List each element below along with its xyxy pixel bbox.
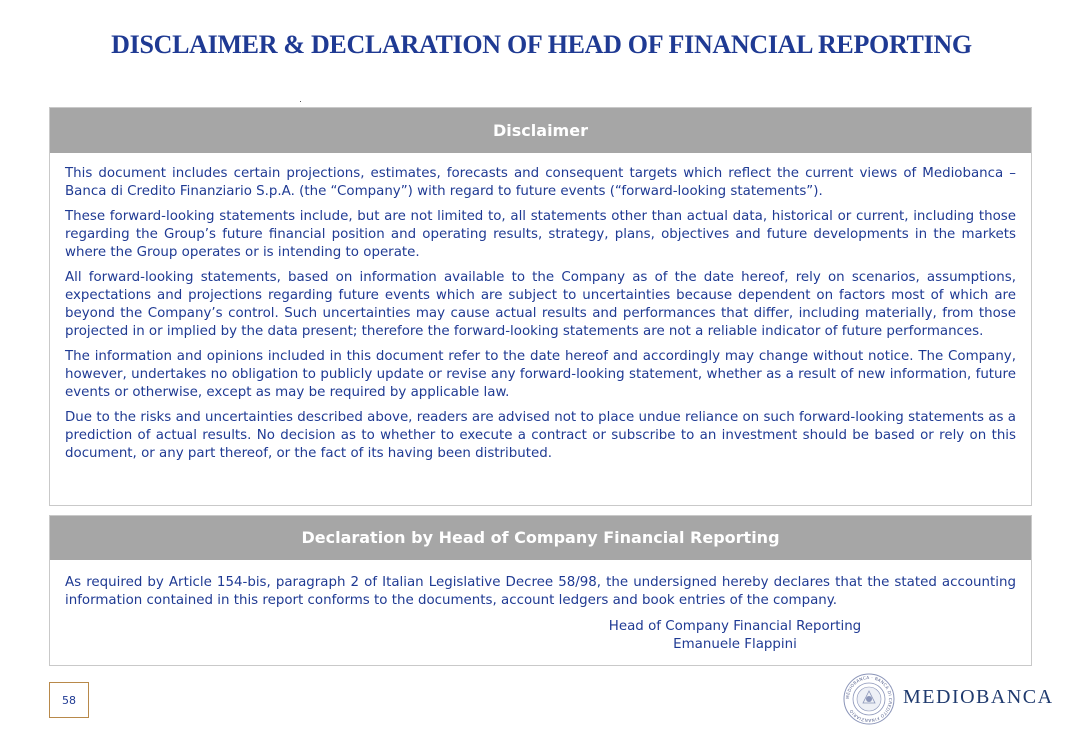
disclaimer-paragraph: The information and opinions included in this document refer to the date hereof and accordingly may change without notice. The Company, however, undertakes no obligation to publicly update or revise any forward-looking statement, whether as a result of new information, future events or otherwise, except as may be required by applicable law. — [65, 349, 1016, 400]
declaration-heading: Declaration by Head of Company Financial Reporting — [50, 516, 1031, 560]
disclaimer-paragraph: These forward-looking statements include, but are not limited to, all statements other than actual data, historical or current, including those regarding the Group’s future financial position and operating results, strategy, plans, objectives and future developments in the markets where the Group operates or is intending to operate. — [65, 209, 1016, 260]
signer-role: Head of Company Financial Reporting — [608, 619, 862, 634]
declaration-panel — [49, 515, 1032, 666]
disclaimer-panel — [49, 107, 1032, 506]
page-title: DISCLAIMER & DECLARATION OF HEAD OF FINANCIAL REPORTING — [111, 30, 972, 59]
declaration-text: As required by Article 154-bis, paragraph 2 of Italian Legislative Decree 58/98, the undersigned hereby declares that the stated accounting information contained in this report conforms to the documents, account ledgers and book entries of the company. — [65, 575, 1016, 608]
declaration-body — [50, 560, 1031, 654]
stray-dot — [300, 101, 301, 102]
seal-text: MEDIOBANCA · BANCA DI CREDITO FINANZIARIO — [844, 674, 894, 724]
signer-name: Emanuele Flappini — [673, 637, 797, 652]
brand-logo-text: MEDIOBANCA — [903, 686, 1054, 708]
disclaimer-paragraph: This document includes certain projections, estimates, forecasts and consequent targets which reflect the current views of Mediobanca – Banca di Credito Finanziario S.p.A. (the “Company”) with regard to future events (“forward-looking statements”). — [65, 166, 1016, 199]
disclaimer-paragraph: All forward-looking statements, based on information available to the Company as of the date hereof, rely on scenarios, assumptions, expectations and projections regarding future events which are subject to uncertainties because dependent on factors most of which are beyond the Company’s control. Such uncertainties may cause actual results and performances that differ, including materially, from those projected in or implied by the data present; therefore the forward-looking statements are not a reliable indicator of future performances. — [65, 270, 1016, 339]
page-number: 58 — [49, 682, 89, 718]
disclaimer-body — [50, 153, 1031, 463]
disclaimer-heading: Disclaimer — [50, 108, 1031, 153]
disclaimer-paragraph: Due to the risks and uncertainties described above, readers are advised not to place undue reliance on such forward-looking statements as a prediction of actual results. No decision as to whether to execute a contract or subscribe to an investment should be based or rely on this document, or any part thereof, or the fact of its having been distributed. — [65, 410, 1016, 461]
mediobanca-seal-icon — [843, 673, 895, 725]
signature-block — [505, 618, 965, 654]
